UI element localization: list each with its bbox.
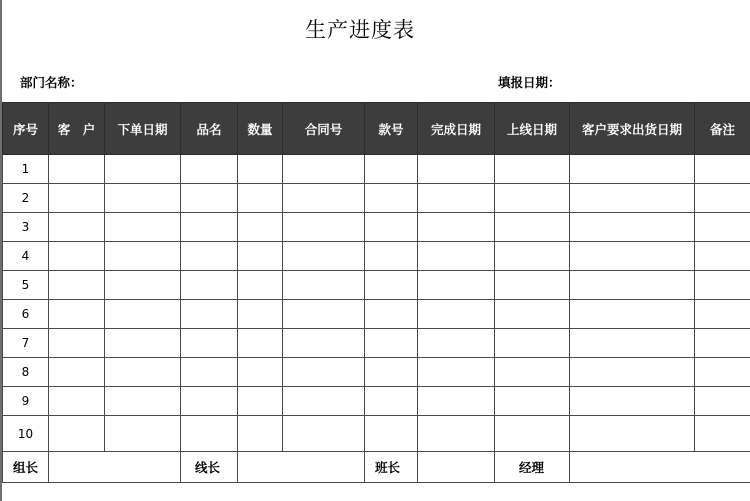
- table-cell[interactable]: [365, 213, 418, 242]
- shift-leader-cell[interactable]: [418, 452, 495, 483]
- column-header-ship-date[interactable]: 客户要求出货日期: [570, 103, 695, 155]
- table-cell[interactable]: [49, 242, 105, 271]
- table-cell[interactable]: [495, 300, 570, 329]
- table-cell[interactable]: [570, 271, 695, 300]
- table-cell[interactable]: [49, 213, 105, 242]
- table-cell[interactable]: [238, 329, 283, 358]
- table-cell[interactable]: [695, 213, 750, 242]
- table-cell[interactable]: [418, 155, 495, 184]
- table-cell[interactable]: [283, 358, 365, 387]
- table-cell[interactable]: [181, 213, 238, 242]
- table-cell[interactable]: [181, 184, 238, 213]
- row-number-cell: 2: [3, 184, 49, 213]
- table-cell[interactable]: [105, 213, 181, 242]
- table-cell[interactable]: [495, 155, 570, 184]
- table-cell[interactable]: [105, 155, 181, 184]
- shift-leader-label: 班长: [365, 452, 418, 483]
- table-cell[interactable]: [238, 358, 283, 387]
- table-cell[interactable]: [49, 271, 105, 300]
- table-row: [3, 387, 750, 416]
- table-cell[interactable]: [181, 416, 238, 452]
- table-row: [3, 242, 750, 271]
- column-header-online-date[interactable]: 上线日期: [495, 103, 570, 155]
- table-cell[interactable]: [418, 300, 495, 329]
- table-cell[interactable]: [495, 329, 570, 358]
- table-cell[interactable]: [181, 358, 238, 387]
- table-cell[interactable]: [365, 358, 418, 387]
- table-cell[interactable]: [695, 358, 750, 387]
- table-cell[interactable]: [238, 155, 283, 184]
- table-cell[interactable]: [495, 213, 570, 242]
- group-leader-label: 组长: [3, 452, 49, 483]
- table-cell[interactable]: [365, 387, 418, 416]
- table-cell[interactable]: [105, 358, 181, 387]
- row-number-cell: 4: [3, 242, 49, 271]
- row-number-cell: 8: [3, 358, 49, 387]
- column-header-remarks[interactable]: 备注: [695, 103, 750, 155]
- table-cell[interactable]: [695, 155, 750, 184]
- table-cell[interactable]: [283, 184, 365, 213]
- table-cell[interactable]: [105, 300, 181, 329]
- row-number-cell: 7: [3, 329, 49, 358]
- fill-date-label: 填报日期：: [498, 75, 561, 90]
- table-cell[interactable]: [695, 387, 750, 416]
- row-number-cell: 3: [3, 213, 49, 242]
- row-number-cell: 5: [3, 271, 49, 300]
- table-cell[interactable]: [105, 242, 181, 271]
- table-cell[interactable]: [418, 242, 495, 271]
- table-cell[interactable]: [365, 300, 418, 329]
- table-cell[interactable]: [570, 358, 695, 387]
- column-header-seq[interactable]: 序号: [3, 103, 49, 155]
- table-cell[interactable]: [418, 387, 495, 416]
- table-cell[interactable]: [283, 213, 365, 242]
- table-cell[interactable]: [570, 416, 695, 452]
- table-cell[interactable]: [105, 416, 181, 452]
- signature-row: [3, 452, 750, 483]
- table-cell[interactable]: [181, 300, 238, 329]
- row-number-cell: 9: [3, 387, 49, 416]
- table-cell[interactable]: [418, 184, 495, 213]
- table-cell[interactable]: [418, 329, 495, 358]
- column-header-contract-no[interactable]: 合同号: [283, 103, 365, 155]
- table-cell[interactable]: [105, 271, 181, 300]
- table-cell[interactable]: [495, 242, 570, 271]
- table-cell[interactable]: [283, 329, 365, 358]
- table-cell[interactable]: [181, 329, 238, 358]
- table-cell[interactable]: [238, 387, 283, 416]
- row-number-cell: 1: [3, 155, 49, 184]
- table-row: [3, 271, 750, 300]
- group-leader-cell[interactable]: [49, 452, 181, 483]
- table-cell[interactable]: [238, 242, 283, 271]
- table-row: [3, 155, 750, 184]
- table-cell[interactable]: [695, 242, 750, 271]
- production-progress-table: [2, 102, 750, 483]
- table-cell[interactable]: [695, 416, 750, 452]
- header-row: [3, 103, 750, 155]
- table-cell[interactable]: [238, 213, 283, 242]
- table-cell[interactable]: [283, 155, 365, 184]
- table-cell[interactable]: [365, 271, 418, 300]
- page-title: 生产进度表: [305, 18, 415, 42]
- manager-label: 经理: [495, 452, 570, 483]
- table-cell[interactable]: [495, 184, 570, 213]
- line-leader-label: 线长: [181, 452, 238, 483]
- table-cell[interactable]: [283, 300, 365, 329]
- table-cell[interactable]: [495, 387, 570, 416]
- row-number-cell: 6: [3, 300, 49, 329]
- table-cell[interactable]: [570, 155, 695, 184]
- table-cell[interactable]: [238, 271, 283, 300]
- table-row: [3, 358, 750, 387]
- department-name-label: 部门名称：: [20, 75, 83, 90]
- table-cell[interactable]: [365, 329, 418, 358]
- table-cell[interactable]: [495, 416, 570, 452]
- table-cell[interactable]: [495, 358, 570, 387]
- table-cell[interactable]: [105, 184, 181, 213]
- table-cell[interactable]: [49, 300, 105, 329]
- column-header-quantity[interactable]: 数量: [238, 103, 283, 155]
- table-cell[interactable]: [49, 358, 105, 387]
- table-row: [3, 416, 750, 452]
- column-header-product-name[interactable]: 品名: [181, 103, 238, 155]
- table-cell[interactable]: [238, 184, 283, 213]
- table-cell[interactable]: [181, 155, 238, 184]
- table-cell[interactable]: [181, 242, 238, 271]
- table-cell[interactable]: [570, 300, 695, 329]
- table-cell[interactable]: [418, 358, 495, 387]
- table-cell[interactable]: [495, 271, 570, 300]
- table-cell[interactable]: [418, 213, 495, 242]
- table-cell[interactable]: [695, 329, 750, 358]
- table-cell[interactable]: [49, 387, 105, 416]
- column-header-order-date[interactable]: 下单日期: [105, 103, 181, 155]
- table-cell[interactable]: [695, 184, 750, 213]
- column-header-style-no[interactable]: 款号: [365, 103, 418, 155]
- table-row: [3, 213, 750, 242]
- table-cell[interactable]: [49, 329, 105, 358]
- table-cell[interactable]: [283, 271, 365, 300]
- table-cell[interactable]: [283, 387, 365, 416]
- table-cell[interactable]: [695, 271, 750, 300]
- table-cell[interactable]: [418, 416, 495, 452]
- manager-cell[interactable]: [570, 452, 750, 483]
- table-cell[interactable]: [365, 242, 418, 271]
- table-cell[interactable]: [105, 387, 181, 416]
- table-cell[interactable]: [238, 416, 283, 452]
- line-leader-cell[interactable]: [238, 452, 365, 483]
- table-cell[interactable]: [181, 387, 238, 416]
- table-cell[interactable]: [181, 271, 238, 300]
- column-header-customer[interactable]: 客 户: [49, 103, 105, 155]
- table-cell[interactable]: [283, 416, 365, 452]
- table-cell[interactable]: [283, 242, 365, 271]
- table-cell[interactable]: [570, 242, 695, 271]
- table-cell[interactable]: [49, 155, 105, 184]
- table-cell[interactable]: [365, 416, 418, 452]
- table-cell[interactable]: [238, 300, 283, 329]
- table-cell[interactable]: [365, 184, 418, 213]
- table-row: [3, 184, 750, 213]
- table-cell[interactable]: [570, 213, 695, 242]
- table-cell[interactable]: [695, 300, 750, 329]
- table-cell[interactable]: [570, 184, 695, 213]
- table-cell[interactable]: [105, 329, 181, 358]
- table-cell[interactable]: [570, 329, 695, 358]
- table-cell[interactable]: [49, 184, 105, 213]
- table-cell[interactable]: [49, 416, 105, 452]
- table-cell[interactable]: [365, 155, 418, 184]
- table-cell[interactable]: [418, 271, 495, 300]
- table-row: [3, 300, 750, 329]
- table-row: [3, 329, 750, 358]
- row-number-cell: 10: [3, 416, 49, 452]
- table-cell[interactable]: [570, 387, 695, 416]
- column-header-complete-date[interactable]: 完成日期: [418, 103, 495, 155]
